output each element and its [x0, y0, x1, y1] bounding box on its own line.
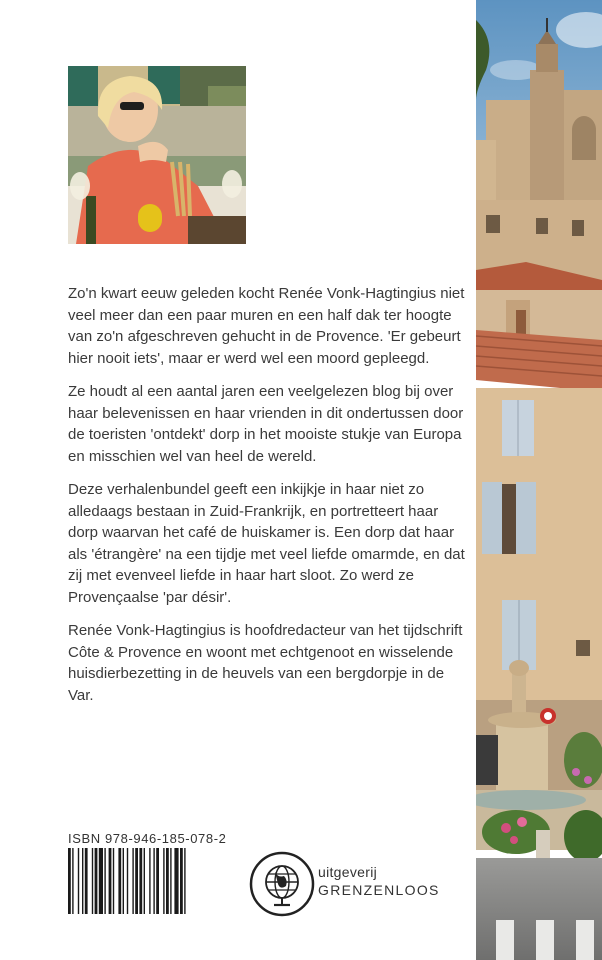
barcode-bar	[166, 848, 169, 914]
blurb-paragraph-3: Deze verhalenbundel geeft een inkijkje in haar niet zo alledaags bestaan in Zuid-Frankrijk, en portretteert haar dorp waarvan het café de huiskamer is. Een dorp dat haar als 'étrangère' na een tijdje met veel liefde omarmde, en dat zij met evenveel liefde in haar hart sloot. Zo werd ze Provençaalse 'par désir'.	[68, 481, 465, 606]
author-photo	[68, 66, 246, 244]
barcode-bar	[180, 848, 183, 914]
publisher-line-2: GRENZENLOOS	[318, 882, 440, 898]
blurb-text	[68, 283, 468, 718]
barcode-bar	[127, 848, 128, 914]
globe-logo-icon	[248, 850, 316, 918]
publisher-line-1: uitgeverij	[318, 864, 378, 880]
barcode-bar	[118, 848, 121, 914]
barcode-bar	[99, 848, 103, 914]
barcode-bar	[104, 848, 105, 914]
barcode-bar	[139, 848, 142, 914]
blurb-paragraph-4: Renée Vonk-Hagtingius is hoofdredacteur van het tijdschrift Côte & Provence en woont met echtgenoot en wisselende huisdierbezetting in de heuvels van een bergdorpje in de Var.	[68, 622, 463, 704]
barcode-bar	[113, 848, 114, 914]
barcode-bar	[85, 848, 88, 914]
barcode-bar	[68, 848, 71, 914]
barcode-bar	[82, 848, 83, 914]
barcode-bar	[109, 848, 112, 914]
blurb-paragraph-2: Ze houdt al een aantal jaren een veelgelezen blog bij over haar belevenissen en haar vrienden in dit ondertussen door de toeristen 'ontdekt' dorp in het mooiste stukje van Europa en misschien wel van heel de wereld.	[68, 383, 464, 465]
isbn-label: ISBN 978-946-185-078-2	[68, 831, 227, 846]
barcode-bar	[72, 848, 73, 914]
barcode-bar	[78, 848, 79, 914]
barcode-bar	[156, 848, 159, 914]
blurb-paragraph-1: Zo'n kwart eeuw geleden kocht Renée Vonk-Hagtingius niet veel meer dan een paar muren en een half dak ter hoogte van zo'n afgeschreven gehucht in de Provence. 'Er gebeurt hier nooit iets', maar er werd wel een moord gepleegd.	[68, 285, 465, 367]
barcode-bar	[135, 848, 138, 914]
barcode-bar	[123, 848, 124, 914]
barcode-bar	[184, 848, 185, 914]
barcode-bar	[144, 848, 145, 914]
barcode-bar	[174, 848, 178, 914]
barcode-bar	[95, 848, 98, 914]
barcode-bar	[92, 848, 93, 914]
barcode	[68, 848, 236, 914]
barcode-bar	[149, 848, 150, 914]
village-photo	[476, 0, 602, 960]
barcode-bar	[163, 848, 164, 914]
barcode-bar	[170, 848, 171, 914]
barcode-bar	[153, 848, 154, 914]
barcode-bar	[132, 848, 133, 914]
publisher-name	[318, 864, 440, 898]
